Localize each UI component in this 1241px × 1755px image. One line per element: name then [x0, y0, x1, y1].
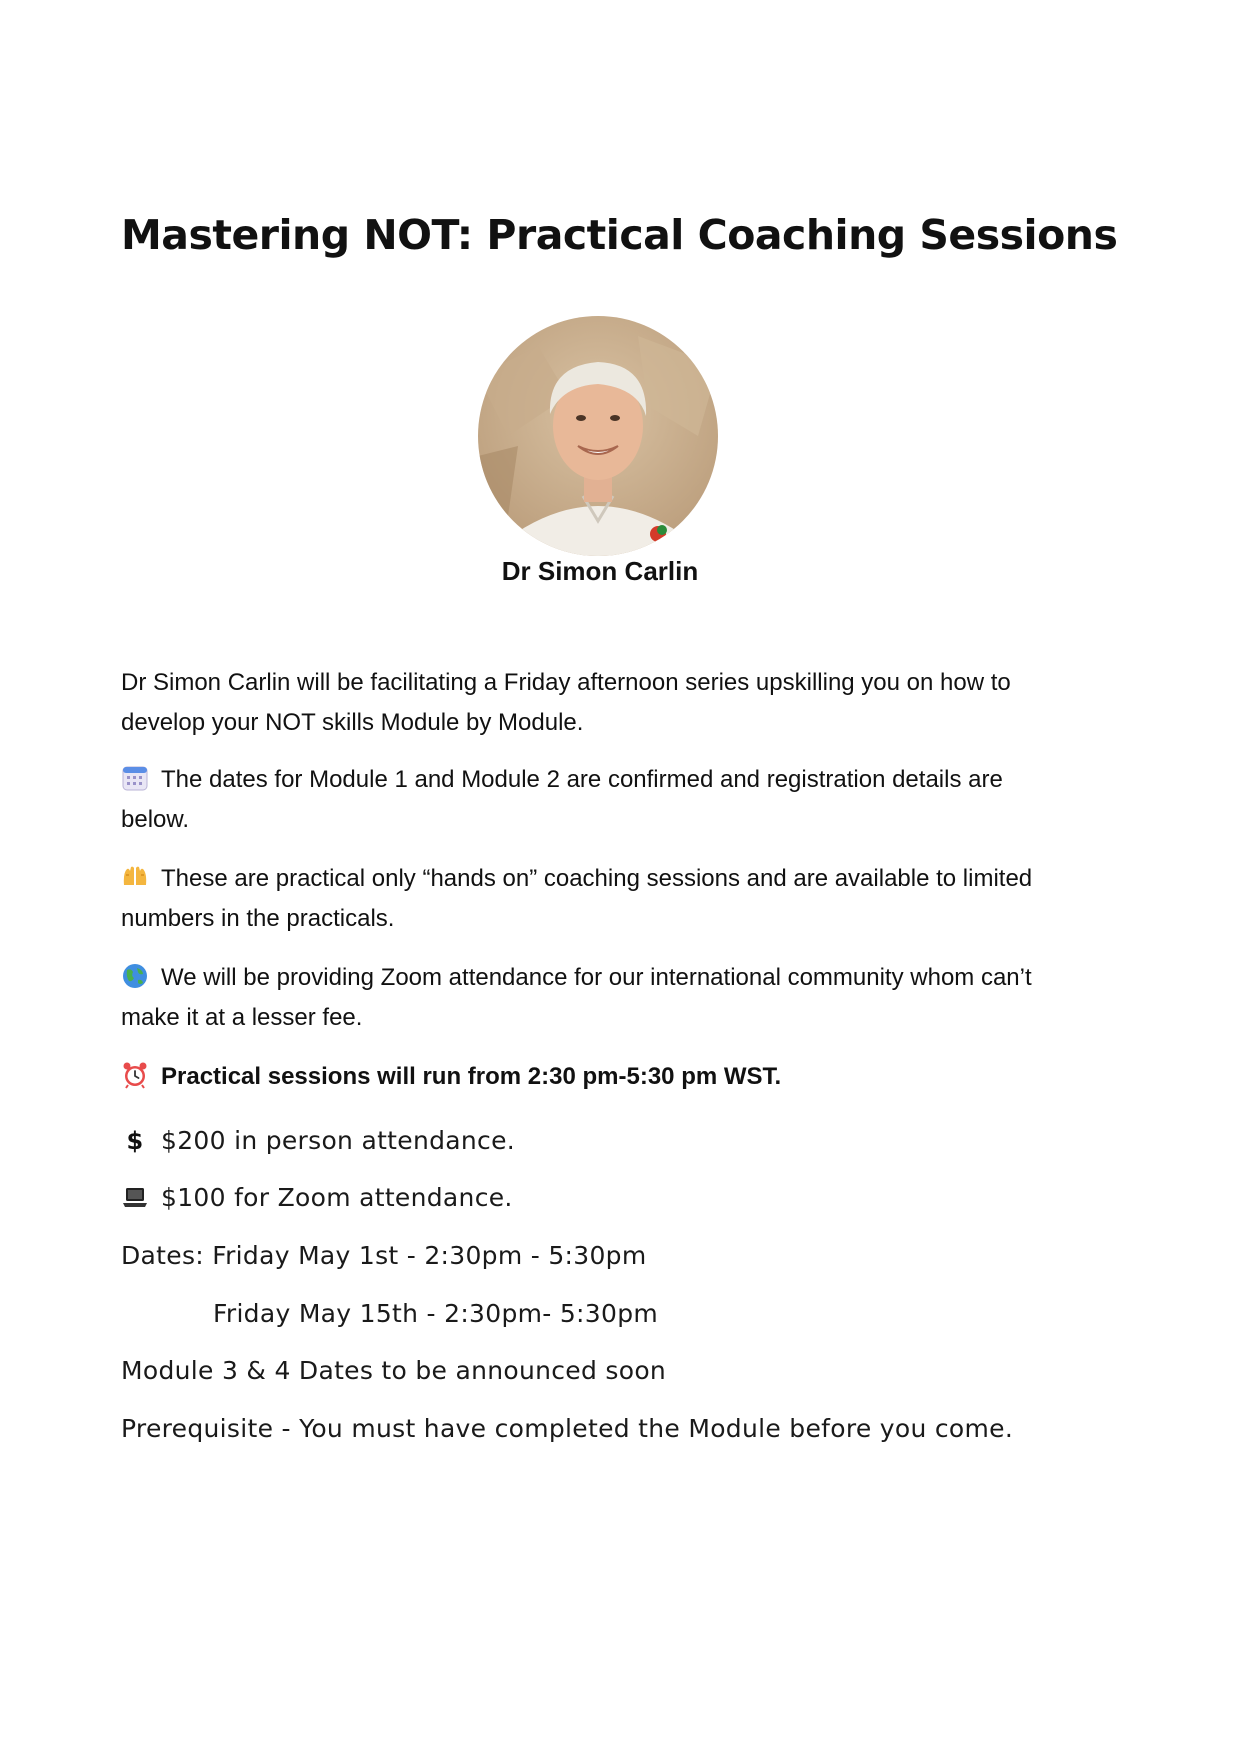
- price-in-person: [121, 1121, 1141, 1161]
- dates-line-2: below.: [121, 806, 190, 833]
- zoom-paragraph: [121, 958, 1141, 1038]
- practical-line-2: numbers in the practicals.: [121, 905, 395, 932]
- zoom-line-1: We will be providing Zoom attendance for our international community whom can’t: [161, 964, 1032, 991]
- facilitator-name: Dr Simon Carlin: [501, 556, 699, 586]
- prerequisite-note: [121, 1409, 1141, 1449]
- laptop-icon: [121, 1183, 149, 1211]
- dates-line-secondary: [213, 1294, 1233, 1334]
- dates-line-primary-text: Dates: Friday May 1st - 2:30pm - 5:30pm: [121, 1241, 647, 1270]
- module-3-4-note: [121, 1351, 1141, 1391]
- session-time-text: Practical sessions will run from 2:30 pm-5:30 pm WST.: [161, 1063, 782, 1090]
- page-title: Mastering NOT: Practical Coaching Sessions: [121, 211, 1118, 259]
- dates-line-1: The dates for Module 1 and Module 2 are confirmed and registration details are: [161, 766, 1003, 793]
- price-zoom-text: $100 for Zoom attendance.: [161, 1183, 513, 1212]
- alarm-clock-icon: [121, 1061, 149, 1089]
- dates-line-primary: [121, 1236, 1141, 1276]
- module-3-4-text: Module 3 & 4 Dates to be announced soon: [121, 1356, 667, 1385]
- practical-paragraph: [121, 859, 1141, 939]
- intro-paragraph: [121, 663, 1141, 743]
- price-in-person-text: $200 in person attendance.: [161, 1126, 516, 1155]
- price-zoom: [121, 1178, 1141, 1218]
- facilitator-photo: [478, 316, 718, 556]
- svg-text:$: $: [126, 1127, 144, 1154]
- dollar-icon: [121, 1126, 149, 1154]
- prerequisite-text: Prerequisite - You must have completed the Module before you come.: [121, 1414, 1014, 1443]
- calendar-icon: [121, 764, 149, 792]
- session-time: [121, 1057, 1141, 1097]
- dates-paragraph: [121, 760, 1141, 840]
- dates-line-secondary-text: Friday May 15th - 2:30pm- 5:30pm: [213, 1299, 659, 1328]
- globe-icon: [121, 962, 149, 990]
- zoom-line-2: make it at a lesser fee.: [121, 1004, 363, 1031]
- intro-line-1: Dr Simon Carlin will be facilitating a Friday afternoon series upskilling you on how to: [121, 669, 1011, 696]
- practical-line-1: These are practical only “hands on” coaching sessions and are available to limited: [161, 865, 1033, 892]
- intro-line-2: develop your NOT skills Module by Module.: [121, 709, 584, 736]
- raised-hands-icon: [121, 863, 149, 891]
